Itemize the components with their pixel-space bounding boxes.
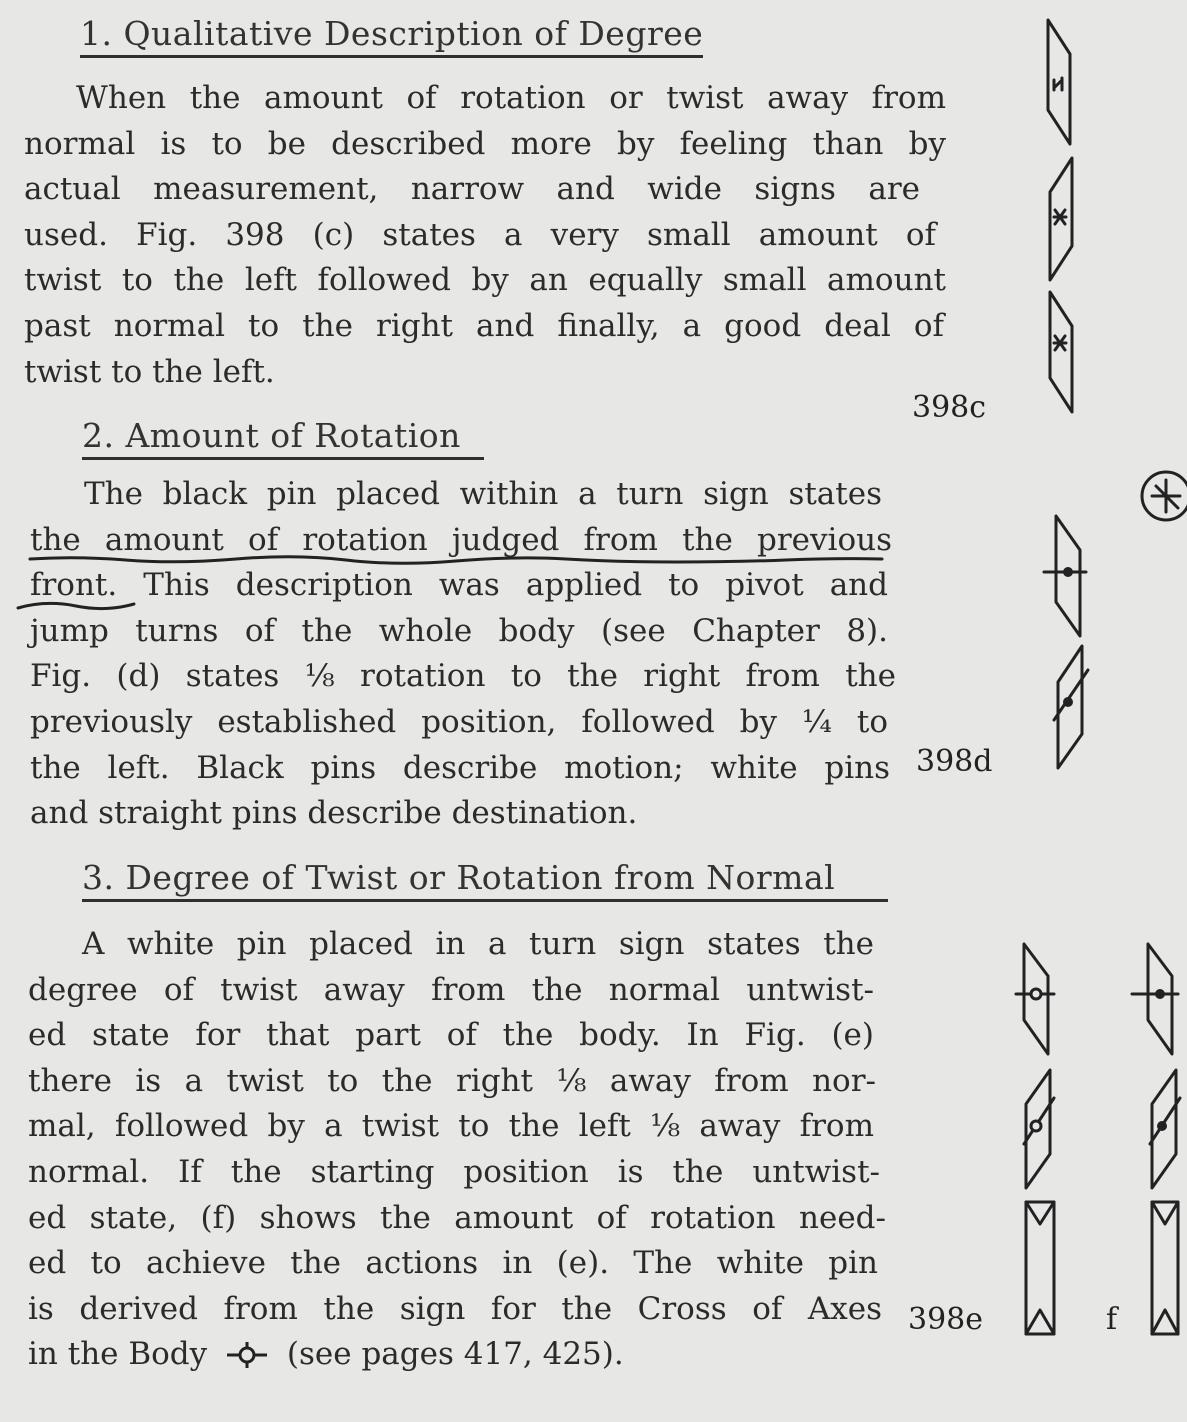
figure-label-398c: 398c: [912, 390, 987, 425]
text-line: [28, 1332, 874, 1378]
text-line: previously established position, followed by ¼ to: [30, 703, 888, 740]
text-line: normal is to be described more by feeling than by: [24, 125, 946, 162]
text-line: When the amount of rotation or twist away from: [76, 80, 946, 116]
turn-sign-icon: [1020, 1068, 1060, 1192]
text-line: ed state, (f) shows the amount of rotation need-: [28, 1199, 886, 1236]
text-fragment: in the Body: [28, 1336, 208, 1373]
turn-sign-icon: [1142, 942, 1182, 1056]
text-line: is derived from the sign for the Cross of Axes: [28, 1290, 882, 1327]
turn-sign-icon: [1052, 644, 1092, 772]
text-line: Fig. (d) states ⅛ rotation to the right from the: [30, 658, 896, 695]
cross-of-axes-icon: [225, 1340, 269, 1370]
text-line: used. Fig. 398 (c) states a very small amount of: [24, 216, 936, 253]
handwritten-underline: [16, 556, 896, 616]
text-line: the amount of rotation judged from the previous: [30, 521, 892, 558]
text-line: there is a twist to the right ⅛ away from nor-: [28, 1062, 876, 1099]
turn-sign-icon: [1042, 290, 1082, 416]
section3-paragraph: [28, 922, 886, 1378]
turn-sign-icon: [1018, 942, 1058, 1056]
figure-label-398d: 398d: [916, 744, 993, 779]
text-line: degree of twist away from the normal untwist-: [28, 971, 874, 1008]
section1-paragraph: [24, 76, 946, 395]
text-line: front. This description was applied to pivot and: [30, 567, 888, 604]
section2-paragraph: [30, 472, 896, 837]
hold-sign-icon: [1022, 1198, 1062, 1338]
text-line: A white pin placed in a turn sign states the: [82, 926, 874, 962]
section2-heading: 2. Amount of Rotation: [82, 416, 484, 460]
text-line: mal, followed by a twist to the left ⅛ away from: [28, 1108, 874, 1145]
hold-sign-icon: [1148, 1198, 1184, 1338]
text-line: twist to the left.: [24, 353, 275, 390]
turn-sign-icon: [1050, 514, 1090, 638]
text-line: actual measurement, narrow and wide signs are: [24, 171, 920, 208]
figure-label-f: f: [1106, 1302, 1118, 1337]
text-fragment: (see pages 417, 425).: [286, 1336, 624, 1373]
section1-heading: 1. Qualitative Description of Degree: [80, 14, 703, 58]
circled-symbol-icon: [1136, 466, 1187, 526]
turn-sign-icon: [1040, 18, 1080, 148]
text-line: ed to achieve the actions in (e). The white pin: [28, 1245, 878, 1282]
text-line: The black pin placed within a turn sign states: [84, 476, 882, 512]
figure-label-398e: 398e: [908, 1302, 984, 1337]
text-line: and straight pins describe destination.: [30, 795, 638, 832]
text-line: the left. Black pins describe motion; white pins: [30, 749, 890, 786]
text-line: normal. If the starting position is the untwist-: [28, 1153, 880, 1190]
text-line: jump turns of the whole body (see Chapter 8).: [30, 612, 888, 649]
turn-sign-icon: [1146, 1068, 1186, 1192]
text-line: past normal to the right and finally, a good deal of: [24, 307, 944, 344]
text-line: twist to the left followed by an equally small amount: [24, 262, 946, 299]
section3-heading: 3. Degree of Twist or Rotation from Normal: [82, 858, 888, 902]
text-line: ed state for that part of the body. In Fig. (e): [28, 1017, 874, 1054]
turn-sign-icon: [1042, 156, 1082, 284]
